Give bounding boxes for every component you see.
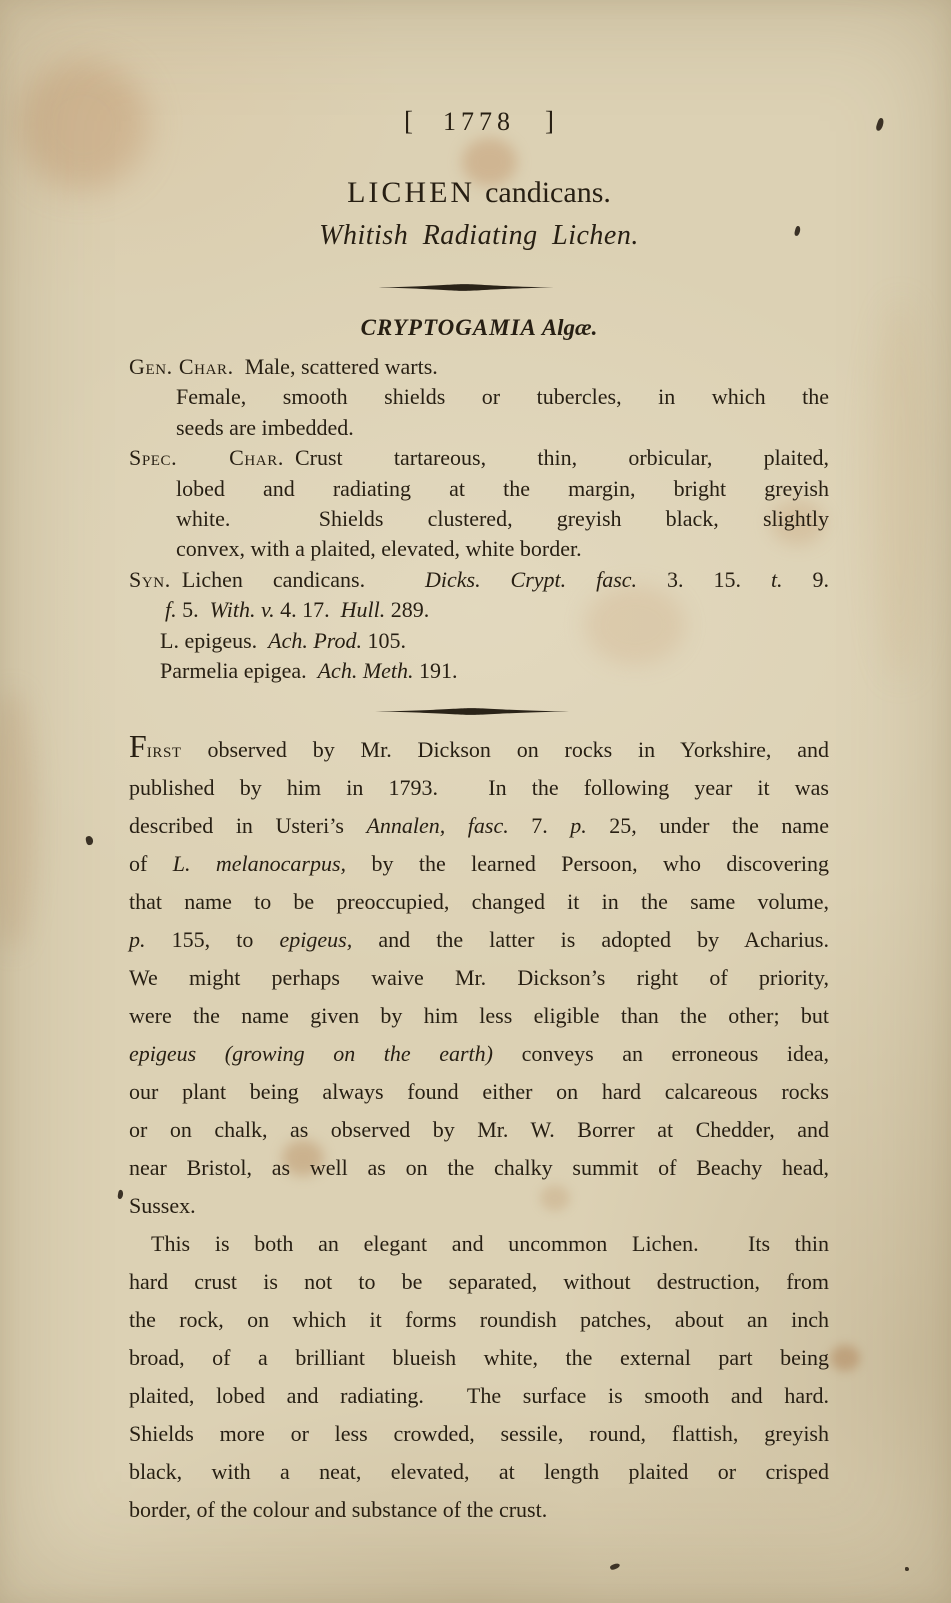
text-line (129, 1263, 829, 1301)
plate-bracket-right: ] (545, 106, 554, 136)
text-segment: by the learned Persoon, who discovering (346, 851, 829, 876)
text-line (129, 845, 829, 883)
text-segment: that name to be preoccupied, changed it in the same volume, (129, 889, 829, 914)
text-segment: Shields more or less crowded, sessile, round, flattish, greyish (129, 1421, 829, 1446)
text-segment: 105. (362, 627, 407, 653)
text-line (129, 1149, 829, 1187)
text-segment: Spec. Char. (129, 445, 284, 471)
text-segment: We might perhaps waive Mr. Dickson’s right of priority, (129, 965, 829, 990)
text-line (129, 1073, 829, 1111)
text-segment: Ach. Prod. (268, 627, 363, 653)
text-segment: p. (570, 813, 587, 838)
text-segment: With. (209, 597, 256, 623)
text-segment: Ach. Meth. (317, 658, 414, 684)
text-line (129, 1339, 829, 1377)
text-line (129, 1035, 829, 1073)
text-segment: 155, to (145, 927, 280, 952)
text-segment: Female, smooth shields or tubercles, in which the (176, 384, 829, 410)
text-segment: described in Usteri’s (129, 813, 367, 838)
swelled-rule-divider (375, 283, 554, 292)
species-epithet: candicans. (485, 176, 611, 209)
text-segment: black, with a neat, elevated, at length plaited or crisped (129, 1459, 829, 1484)
taxonomy-order: CRYPTOGAMIA (360, 315, 537, 340)
text-line (129, 443, 829, 473)
text-line (129, 883, 829, 921)
text-line (129, 382, 829, 412)
text-segment: our plant being always found either on hard calcareous rocks (129, 1079, 829, 1104)
text-segment: 289. (385, 597, 430, 623)
text-segment: f. (165, 597, 177, 623)
text-line (129, 1301, 829, 1339)
text-segment: and the latter is adopted by Acharius. (352, 927, 829, 952)
text-segment: observed by Mr. Dickson on rocks in Yorkshire, and (181, 737, 829, 762)
text-segment: 4. 17. (274, 597, 341, 623)
text-line (129, 352, 829, 382)
plate-number: 1778 (443, 107, 515, 136)
swelled-rule-divider (375, 707, 569, 716)
text-segment: Hull. (340, 597, 386, 623)
text-segment: plaited, lobed and radiating. The surface is smooth and hard. (129, 1383, 829, 1408)
foxing-stain (0, 690, 36, 950)
text-segment: Syn. (129, 566, 171, 592)
text-line (129, 769, 829, 807)
text-line (129, 959, 829, 997)
text-segment: p. (129, 927, 146, 952)
text-line (129, 595, 829, 625)
text-segment: seeds are imbedded. (176, 414, 354, 440)
text-segment: F (129, 729, 147, 764)
text-segment: Male, scattered warts. (233, 354, 438, 379)
text-segment: lobed and radiating at the margin, bright greyish (176, 475, 829, 501)
plate-bracket-left: [ (404, 106, 413, 136)
text-segment: L. melanocarpus, (172, 851, 347, 876)
text-line (129, 474, 829, 504)
text-line (129, 1377, 829, 1415)
text-line (129, 1187, 829, 1225)
text-segment: v. (260, 597, 275, 623)
text-segment: Crust tartareous, thin, orbicular, plaited, (283, 445, 829, 471)
text-line (129, 565, 829, 595)
text-segment: 5. (176, 597, 210, 623)
text-segment: Annalen, fasc. (366, 813, 509, 838)
text-line (129, 656, 829, 686)
text-segment: published by him in 1793. In the following year it was (129, 775, 829, 800)
text-segment: were the name given by him less eligible than the other; but (129, 1003, 829, 1028)
text-segment: Lichen candicans. (170, 566, 425, 592)
text-segment: convex, with a plaited, elevated, white border. (176, 536, 582, 562)
text-segment: conveys an erroneous idea, (493, 1041, 830, 1066)
ink-speck (609, 1562, 620, 1570)
characters-block (129, 352, 829, 686)
text-segment: 7. (508, 813, 571, 838)
swelled-rule-icon (375, 283, 554, 292)
text-segment: hard crust is not to be separated, without destruction, from (129, 1269, 829, 1294)
common-name: Whitish Radiating Lichen. (319, 220, 639, 251)
text-segment: (growing on the earth) (224, 1041, 493, 1066)
text-line (129, 997, 829, 1035)
text-segment: of (129, 851, 173, 876)
text-line (129, 1415, 829, 1453)
text-segment: 25, under the name (586, 813, 829, 838)
text-segment: t. (770, 566, 783, 592)
text-segment: Gen. Char. (129, 354, 234, 379)
text-line (129, 626, 829, 656)
text-line (129, 413, 829, 443)
text-line (129, 921, 829, 959)
plate-number-line (129, 106, 829, 137)
taxonomy-heading (129, 315, 829, 341)
ink-speck (85, 835, 94, 845)
text-segment: broad, of a brilliant blueish white, the external part being (129, 1345, 829, 1370)
text-segment: 191. (413, 658, 458, 684)
text-segment: irst (146, 737, 182, 762)
text-line (129, 1453, 829, 1491)
text-segment: epigeus (129, 1041, 197, 1066)
text-segment: Sussex. (129, 1193, 196, 1218)
foxing-stain (870, 300, 930, 680)
text-segment: 3. 15. (637, 566, 771, 592)
text-line (129, 504, 829, 534)
text-segment: white. Shields clustered, greyish black, slightly (176, 506, 829, 532)
text-line (129, 1491, 829, 1529)
text-segment (196, 1041, 225, 1066)
text-line (129, 731, 829, 769)
text-segment: border, of the colour and substance of the crust. (129, 1497, 548, 1522)
foxing-stain (830, 1345, 860, 1371)
ink-speck (905, 1567, 909, 1571)
text-segment: L. epigeus. (160, 627, 269, 653)
text-segment: or on chalk, as observed by Mr. W. Borrer at Chedder, and (129, 1117, 829, 1142)
genus-name: LICHEN (347, 176, 476, 209)
text-line (129, 1111, 829, 1149)
ink-speck (875, 117, 885, 131)
text-segment: Parmelia epigea. (160, 658, 318, 684)
text-line (129, 807, 829, 845)
text-segment: epigeus, (279, 927, 353, 952)
swelled-rule-icon (375, 707, 569, 716)
ink-speck (117, 1190, 123, 1200)
taxonomy-family: Algæ. (541, 315, 598, 340)
species-title (129, 176, 829, 210)
text-segment: This is both an elegant and uncommon Lichen. Its thin (151, 1231, 829, 1256)
description-text (129, 731, 829, 1529)
text-segment: Dicks. Crypt. fasc. (425, 566, 638, 592)
text-segment: the rock, on which it forms roundish patches, about an inch (129, 1307, 829, 1332)
text-line (129, 534, 829, 564)
text-segment: near Bristol, as well as on the chalky summit of Beachy head, (129, 1155, 829, 1180)
text-segment: 9. (782, 566, 830, 592)
text-line (129, 1225, 829, 1263)
